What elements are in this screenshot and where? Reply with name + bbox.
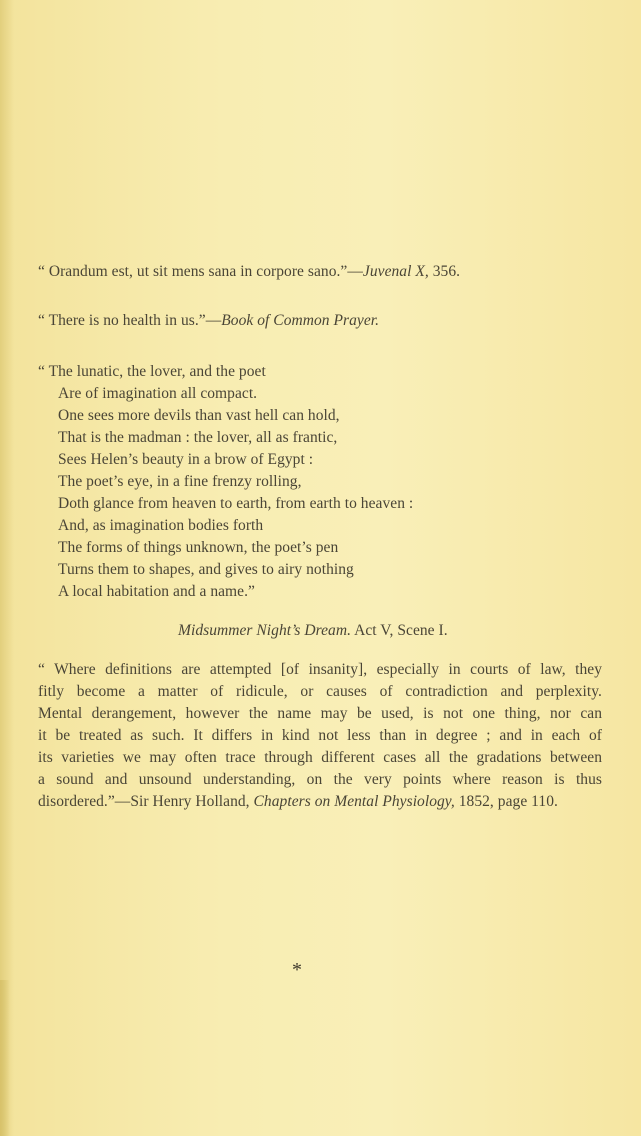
paragraph-line: fitly become a matter of ridicule, or causes of contradiction and perplexity. <box>38 683 602 700</box>
paragraph-line: it be treated as such. It differs in kind not less than in degree ; and in each of <box>38 727 602 744</box>
poem-line: The poet’s eye, in a fine frenzy rolling, <box>58 473 302 490</box>
poem-line: That is the madman : the lover, all as frantic, <box>58 429 338 446</box>
paragraph-citation-source: Chapters on Mental Physiology, <box>253 793 455 810</box>
page-corner-shadow <box>0 980 10 1136</box>
poem-line: Sees Helen’s beauty in a brow of Egypt : <box>58 451 314 468</box>
poem-line: One sees more devils than vast hell can hold, <box>58 407 340 424</box>
epigraph-prayer-book <box>38 311 379 331</box>
poem-line: Doth glance from heaven to earth, from earth to heaven : <box>58 495 414 512</box>
poem-line: A local habitation and a name.” <box>58 583 255 600</box>
poem-line: And, as imagination bodies forth <box>58 517 264 534</box>
poem-line: The forms of things unknown, the poet’s pen <box>58 539 339 556</box>
epigraph-prayer-source: Book of Common Prayer. <box>221 312 380 329</box>
paragraph-line: a sound and unsound understanding, on the very points where reason is thus <box>38 771 602 788</box>
paragraph-line: its varieties we may often trace through different cases all the gradations between <box>38 749 602 766</box>
asterisk-ornament: * <box>292 959 302 981</box>
epigraph-juvenal-text: “ Orandum est, ut sit mens sana in corpore sano.”— <box>38 263 363 280</box>
poem-attribution-title: Midsummer Night’s Dream. <box>178 622 351 639</box>
epigraph-juvenal <box>38 262 460 282</box>
paragraph-citation-text: disordered.”—Sir Henry Holland, <box>38 793 254 810</box>
poem-attribution <box>178 621 448 641</box>
epigraph-juvenal-page: 356. <box>428 263 461 280</box>
epigraph-prayer-text: “ There is no health in us.”— <box>38 312 222 329</box>
poem-attribution-act: Act V, Scene I. <box>351 622 448 639</box>
paragraph-last-line <box>38 792 558 812</box>
page-edge-shadow <box>0 0 14 1136</box>
paragraph-citation-page: 1852, page 110. <box>454 793 558 810</box>
paragraph-line: “ Where definitions are attempted [of insanity], especially in courts of law, they <box>38 661 602 678</box>
poem-line: “ The lunatic, the lover, and the poet <box>38 363 266 380</box>
poem-line: Are of imagination all compact. <box>58 385 258 402</box>
poem-line: Turns them to shapes, and gives to airy nothing <box>58 561 354 578</box>
epigraph-juvenal-source: Juvenal X, <box>362 263 429 280</box>
paragraph-line: Mental derangement, however the name may be used, is not one thing, nor can <box>38 705 602 722</box>
